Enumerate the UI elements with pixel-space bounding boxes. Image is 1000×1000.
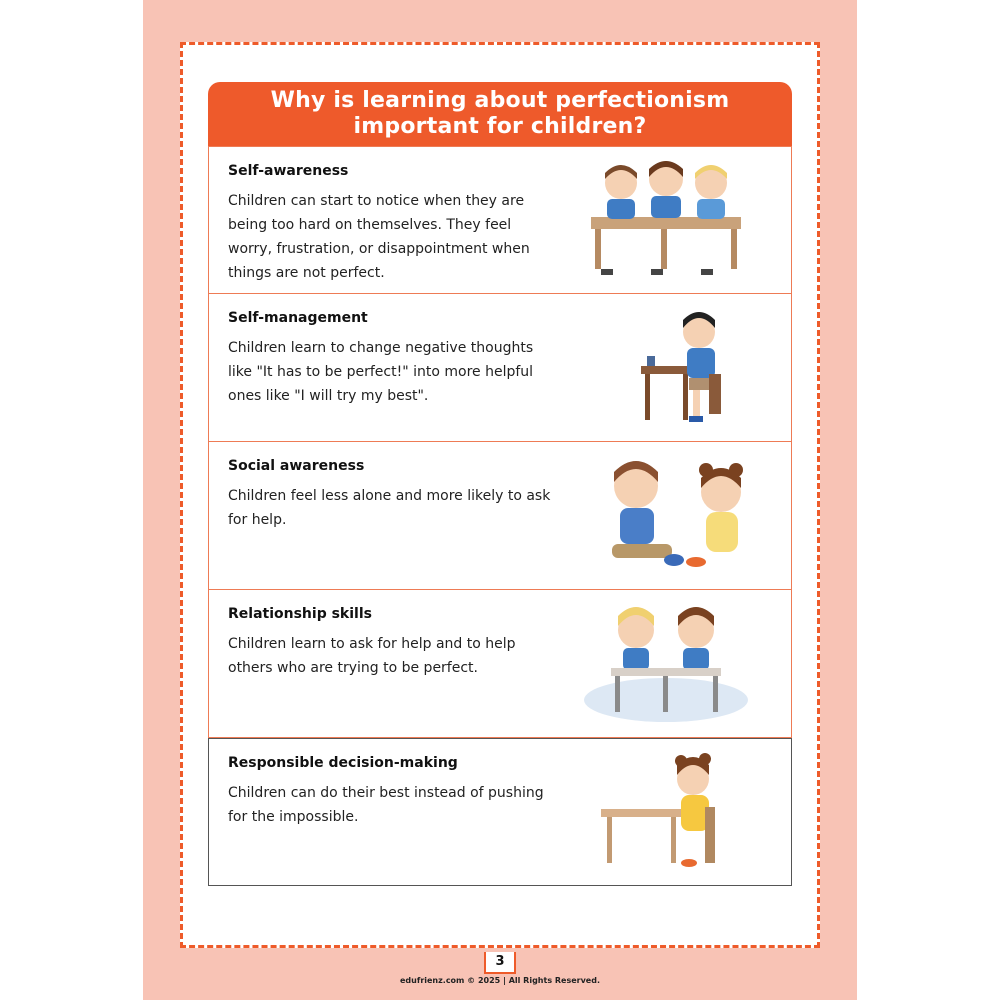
section-body: Children learn to ask for help and to help others who are trying to be perfect. — [228, 636, 516, 676]
page-title: Why is learning about perfectionism important for children? — [270, 88, 730, 139]
table-row — [208, 442, 792, 590]
two-boys-at-desks-illustration — [581, 600, 751, 728]
table-row — [208, 590, 792, 738]
three-boys-at-desks-illustration — [581, 157, 751, 285]
sel-competencies-table — [208, 146, 792, 886]
section-heading: Self-awareness — [228, 163, 349, 179]
section-body: Children learn to change negative thoughts like "It has to be perfect!" into more helpful ones like "I will try my best". — [228, 340, 534, 404]
table-row — [208, 294, 792, 442]
table-row — [208, 738, 792, 886]
section-body: Children can do their best instead of pushing for the impossible. — [228, 785, 544, 825]
section-heading: Relationship skills — [228, 606, 372, 622]
copyright-text: edufrienz.com © 2025 | All Rights Reserved. — [399, 976, 600, 985]
section-heading: Self-management — [228, 310, 368, 326]
boy-writing-at-desk-illustration — [581, 304, 751, 432]
girl-drawing-at-table-illustration — [581, 749, 751, 877]
table-row — [208, 146, 792, 294]
page-number: 3 — [484, 952, 516, 974]
boy-and-girl-talking-illustration — [571, 452, 771, 580]
title-banner — [208, 82, 792, 146]
section-heading: Responsible decision-making — [228, 755, 458, 771]
section-body: Children feel less alone and more likely to ask for help. — [228, 488, 551, 528]
section-body: Children can start to notice when they are being too hard on themselves. They feel worry, frustration, or disappointment when things are not perfect. — [228, 193, 530, 281]
section-heading: Social awareness — [228, 458, 365, 474]
